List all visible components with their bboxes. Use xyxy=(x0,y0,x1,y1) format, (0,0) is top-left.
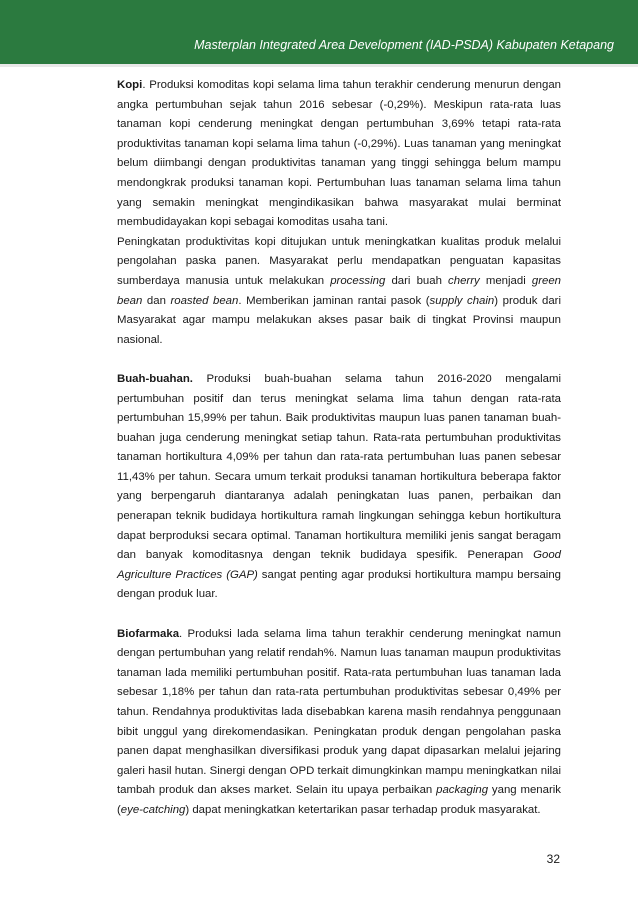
text-run: menjadi xyxy=(479,274,532,287)
text-run: yang menarik ( xyxy=(117,784,561,816)
page-number: 32 xyxy=(546,852,560,866)
paragraph-biofarmaka xyxy=(117,625,561,821)
text-run: . Produksi lada selama lima tahun terakhir cenderung meningkat namun dengan pertumbuhan yang relatif rendah%. Namun luas tanaman maupun produktivitas tanaman lada memiliki pertumbuhan positif. Rata-rata pertumbuhan luas tanaman lada sebesar 1,18% per tahun dan rata-rata pertumbuhan produktivitas sebesar 0,49% per tahun. Rendahnya produktivitas lada disebabkan karena masih rendahnya penggunaan bibit unggul yang direkomendasikan. Peningkatan produk dengan pengolahan paska panen dapat menghasilkan diversifikasi produk yang dapat dipasarkan melalui jejaring galeri hasil hutan. Sinergi dengan OPD terkait dimungkinkan mampu meningkatkan nilai tambah produk dan akses market. Selain itu upaya perbaikan xyxy=(117,627,561,797)
italic-term: cherry xyxy=(448,274,480,287)
section-lead-biofarmaka: Biofarmaka xyxy=(117,627,180,640)
document-title: Masterplan Integrated Area Development (IAD-PSDA) Kabupaten Ketapang xyxy=(194,38,614,52)
paragraph-kopi xyxy=(117,76,561,233)
text-run: ) dapat meningkatkan ketertarikan pasar terhadap produk masyarakat. xyxy=(185,803,541,816)
text-run: . Produksi komoditas kopi selama lima tahun terakhir cenderung menurun dengan angka pertumbuhan sejak tahun 2016 sebesar (-0,29%). Meskipun rata-rata luas tanaman kopi cenderung meningkat dengan pertumbuhan 3,69% tetapi rata-rata produktivitas tanaman kopi selama lima tahun (-0,29%). Luas tanaman yang meningkat belum diimbangi dengan produktivitas tanaman yang tinggi sehingga belum mampu mendongkrak produksi tanaman kopi. Pertumbuhan luas tanaman selama lima tahun yang semakin meningkat mengindikasikan bahwa masyarakat mulai berminat membudidayakan kopi sebagai komoditas usaha tani. xyxy=(117,79,561,229)
text-run: dan xyxy=(142,294,171,307)
text-run: . Memberikan jaminan rantai pasok ( xyxy=(238,294,430,307)
text-run: Peningkatan produktivitas kopi ditujukan untuk meningkatkan kualitas produk melalui pengolahan paska panen. Masyarakat perlu mendapatkan penguatan kapasitas sumberdaya manusia untuk melakukan xyxy=(117,235,561,287)
italic-term: supply chain xyxy=(429,294,495,307)
paragraph-buah xyxy=(117,370,561,605)
italic-term: processing xyxy=(330,274,386,287)
text-run: sangat penting agar produksi hortikultura mampu bersaing dengan produk luar. xyxy=(117,568,561,601)
paragraph-gap xyxy=(117,605,561,625)
italic-term: roasted bean xyxy=(170,294,239,307)
header-divider xyxy=(0,64,638,67)
text-run: dari buah xyxy=(385,274,449,287)
page-body xyxy=(117,76,561,821)
paragraph-gap xyxy=(117,350,561,370)
text-run: ) produk dari Masyarakat agar mampu melakukan akses pasar baik di tingkat Provinsi maupun nasional. xyxy=(117,294,561,346)
italic-term: Good Agriculture Practices (GAP) xyxy=(117,549,561,581)
section-lead-buah: Buah-buahan. xyxy=(117,372,193,385)
italic-term: eye-catching xyxy=(120,803,186,816)
section-lead-kopi: Kopi xyxy=(117,79,143,91)
italic-term: green bean xyxy=(117,274,561,307)
text-run: Produksi buah-buahan selama tahun 2016-2020 mengalami pertumbuhan positif dan terus meningkat selama lima tahun dengan rata-rata pertumbuhan 15,99% per tahun. Baik produktivitas maupun luas panen tanaman buah-buahan juga cenderung meningkat setiap tahun. Rata-rata pertumbuhan produktivitas tanaman hortikultura 4,09% per tahun dan rata-rata pertumbuhan luas panen sebesar 11,43% per tahun. Secara umum terkait produksi tanaman hortikultura beberapa faktor yang berpengaruh diantaranya adalah peningkatan luas panen, perbaikan dan penerapan teknik budidaya hortikultura ramah lingkungan sehingga kebun hortikultura dapat berproduksi secara optimal. Tanaman hortikultura memiliki jenis sangat beragam dan banyak komoditasnya dengan teknik budidaya spesifik. Penerapan xyxy=(117,372,561,562)
paragraph-kopi-productivity xyxy=(117,233,561,351)
header-band xyxy=(0,0,638,64)
italic-term: packaging xyxy=(436,784,489,797)
